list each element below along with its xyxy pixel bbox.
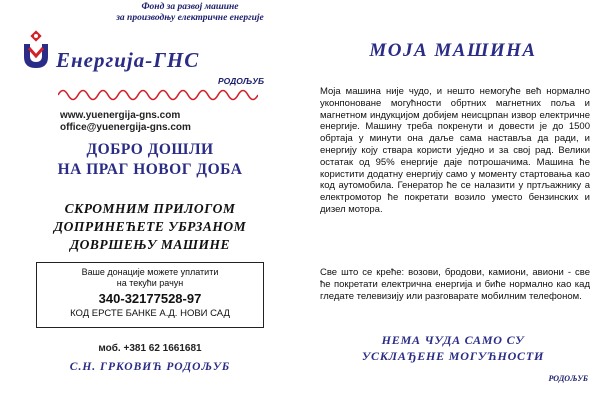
welcome-heading [20, 140, 280, 180]
contribution-appeal [20, 200, 280, 254]
foundation-line-1: Фонд за развој машине [141, 2, 239, 12]
appeal-line-3: ДОВРШЕЊУ МАШИНЕ [69, 237, 231, 252]
donation-line-1: Ваше донације можете уплатити [81, 267, 219, 277]
donation-box [36, 262, 264, 328]
closing-line-2: УСКЛАЂЕНЕ МОГУЋНОСТИ [361, 349, 545, 363]
closing-line-1: НЕМА ЧУДА САМО СУ [381, 333, 525, 347]
account-number: 340-32177528-97 [98, 291, 202, 306]
right-panel [306, 0, 600, 410]
email-link[interactable]: office@yuenergija-gns.com [60, 122, 191, 133]
appeal-line-1: СКРОМНИМ ПРИЛОГОМ [64, 201, 236, 216]
brand-name: Енергија-ГНС [56, 48, 200, 72]
donation-line-2: на текући рачун [116, 278, 184, 288]
paragraph-1: Моја машина није чудо, и нешто немогуће већ нормално уконпоноване могућности обртних магнетних поља и магнетном индукцијом добијем неисцрпан извор електричне енергије. Машину треба покренути и довести је до 1500 обртаја у минути она даље сама наставља да ради, и енергију коју ствара користи уједно и за свој рад. Велики остатак од 95% енергије даје потрошачима. Машина ће користити додатну енергију само у моменту стартовања као код аутомобила. Генератор ће се налазити у пртљажнику а електромотор ће покретати возило уместо бензинских и дизел мотора. [320, 86, 590, 215]
bank-name: КОД ЕРСТЕ БАНКЕ А.Д. НОВИ САД [70, 308, 230, 319]
foundation-line-2: за производњу електричне енергије [116, 13, 264, 23]
mobile-number: моб. +381 62 1661681 [98, 343, 202, 354]
website-link[interactable]: www.yuenergija-gns.com [60, 110, 181, 121]
sine-wave-decoration [58, 86, 258, 104]
paragraph-2: Све што се креће: возови, бродови, камиони, авиони - све ће покретати електрична енергија и биће нормално као кад гледате телевизију или разговарате мобилним телефоном. [320, 267, 590, 302]
welcome-line-2: НА ПРАГ НОВОГ ДОБА [57, 161, 243, 178]
contact-web [60, 110, 260, 134]
signature: РОДОЉУБ [548, 374, 588, 383]
author-name: С.Н. ГРКОВИЋ РОДОЉУБ [69, 361, 231, 373]
welcome-line-1: ДОБРО ДОШЛИ [86, 141, 214, 158]
ornament-logo-icon [20, 30, 52, 72]
appeal-line-2: ДОПРИНЕЋЕТЕ УБРЗАНОМ [53, 219, 247, 234]
foundation-text [90, 2, 290, 24]
page-title: МОЈА МАШИНА [369, 40, 537, 61]
brand-subtitle: РОДОЉУБ [218, 76, 264, 86]
donation-text [37, 267, 263, 289]
closing-statement [306, 332, 600, 364]
